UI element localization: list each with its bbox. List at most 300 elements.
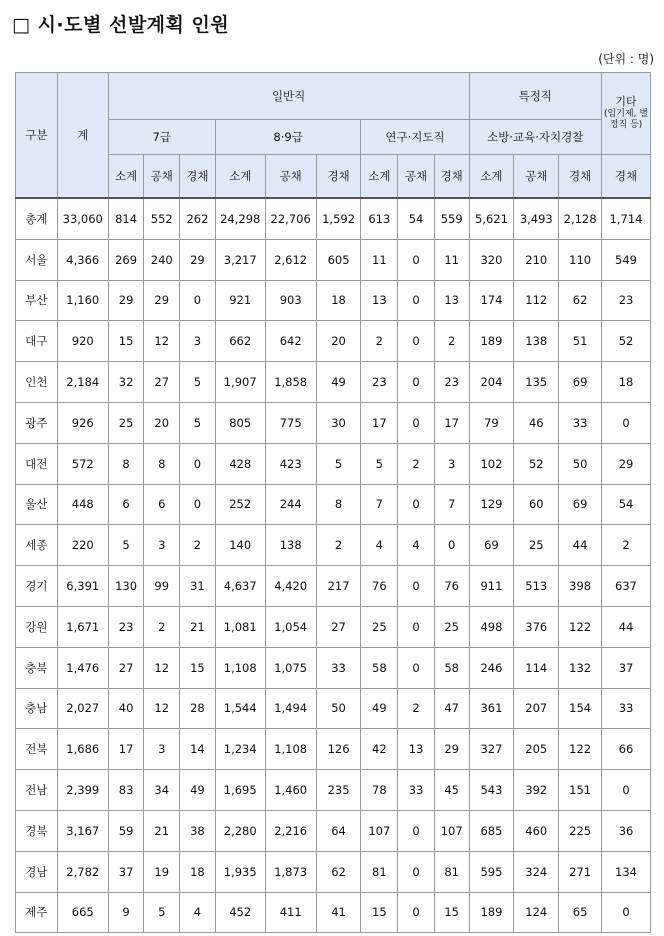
cell-g7-car: 29 (180, 239, 216, 280)
cell-r-sub: 49 (361, 688, 398, 729)
cell-g7-open: 27 (144, 362, 180, 403)
cell-total: 33,060 (57, 198, 108, 239)
cell-s-open: 324 (514, 851, 559, 892)
table-row (16, 484, 651, 525)
cell-r-open: 0 (398, 892, 435, 933)
cell-g89-open: 4,420 (265, 566, 316, 607)
cell-s-car: 132 (559, 647, 602, 688)
cell-s-open: 460 (514, 810, 559, 851)
cell-g7-open: 2 (144, 606, 180, 647)
cell-g7-sub: 8 (108, 443, 144, 484)
cell-g89-car: 64 (316, 810, 361, 851)
cell-g7-open: 99 (144, 566, 180, 607)
header-subtotal: 소계 (361, 155, 398, 199)
header-etc-note: (임기제, 별정직 등) (604, 109, 649, 131)
cell-s-open: 207 (514, 688, 559, 729)
cell-s-open: 210 (514, 239, 559, 280)
cell-r-car: 17 (434, 402, 469, 443)
cell-total: 220 (57, 525, 108, 566)
cell-etc: 18 (602, 362, 651, 403)
cell-s-car: 398 (559, 566, 602, 607)
row-region: 전북 (16, 729, 58, 770)
cell-r-sub: 58 (361, 647, 398, 688)
cell-g7-sub: 37 (108, 851, 144, 892)
cell-g89-sub: 452 (215, 892, 265, 933)
cell-s-sub: 189 (469, 321, 514, 362)
table-row (16, 402, 651, 443)
cell-s-car: 2,128 (559, 198, 602, 239)
cell-r-open: 0 (398, 606, 435, 647)
cell-g7-sub: 27 (108, 647, 144, 688)
table-row (16, 892, 651, 933)
cell-r-sub: 17 (361, 402, 398, 443)
cell-r-car: 29 (434, 729, 469, 770)
cell-g89-car: 235 (316, 770, 361, 811)
cell-r-sub: 42 (361, 729, 398, 770)
cell-g89-sub: 3,217 (215, 239, 265, 280)
cell-total: 2,027 (57, 688, 108, 729)
cell-r-car: 3 (434, 443, 469, 484)
header-fire: 소방·교육·자치경찰 (469, 120, 602, 155)
cell-s-car: 44 (559, 525, 602, 566)
row-region: 대구 (16, 321, 58, 362)
cell-g7-sub: 17 (108, 729, 144, 770)
cell-g89-car: 30 (316, 402, 361, 443)
table-row (16, 443, 651, 484)
cell-r-car: 11 (434, 239, 469, 280)
cell-s-car: 154 (559, 688, 602, 729)
row-region: 총계 (16, 198, 58, 239)
cell-r-sub: 11 (361, 239, 398, 280)
cell-s-car: 51 (559, 321, 602, 362)
cell-r-open: 13 (398, 729, 435, 770)
cell-s-sub: 102 (469, 443, 514, 484)
cell-g7-open: 12 (144, 647, 180, 688)
cell-r-open: 0 (398, 647, 435, 688)
cell-g7-sub: 5 (108, 525, 144, 566)
cell-g7-open: 12 (144, 688, 180, 729)
cell-r-car: 47 (434, 688, 469, 729)
table-row (16, 362, 651, 403)
table-row (16, 810, 651, 851)
cell-s-car: 69 (559, 484, 602, 525)
cell-g89-sub: 1,544 (215, 688, 265, 729)
row-region: 경기 (16, 566, 58, 607)
cell-g89-sub: 4,637 (215, 566, 265, 607)
cell-s-car: 271 (559, 851, 602, 892)
cell-g7-sub: 269 (108, 239, 144, 280)
cell-g7-sub: 25 (108, 402, 144, 443)
cell-g7-sub: 59 (108, 810, 144, 851)
cell-g7-open: 20 (144, 402, 180, 443)
cell-r-open: 54 (398, 198, 435, 239)
cell-r-car: 13 (434, 280, 469, 321)
cell-g7-open: 19 (144, 851, 180, 892)
cell-s-car: 33 (559, 402, 602, 443)
cell-g89-open: 2,216 (265, 810, 316, 851)
header-subtotal: 소계 (469, 155, 514, 199)
cell-s-car: 62 (559, 280, 602, 321)
cell-etc: 549 (602, 239, 651, 280)
cell-g7-sub: 130 (108, 566, 144, 607)
cell-g89-car: 33 (316, 647, 361, 688)
cell-r-open: 0 (398, 810, 435, 851)
cell-total: 1,476 (57, 647, 108, 688)
cell-s-sub: 246 (469, 647, 514, 688)
cell-g7-sub: 40 (108, 688, 144, 729)
cell-s-sub: 5,621 (469, 198, 514, 239)
cell-s-open: 60 (514, 484, 559, 525)
cell-r-open: 0 (398, 321, 435, 362)
cell-total: 2,184 (57, 362, 108, 403)
cell-total: 1,671 (57, 606, 108, 647)
header-general: 일반직 (108, 73, 469, 120)
row-region: 충북 (16, 647, 58, 688)
cell-s-open: 124 (514, 892, 559, 933)
cell-g7-car: 5 (180, 362, 216, 403)
cell-total: 926 (57, 402, 108, 443)
cell-g89-car: 50 (316, 688, 361, 729)
cell-g89-open: 1,108 (265, 729, 316, 770)
row-region: 서울 (16, 239, 58, 280)
header-etc-label: 기타 (615, 95, 637, 109)
cell-r-open: 0 (398, 851, 435, 892)
header-subtotal: 소계 (108, 155, 144, 199)
cell-total: 6,391 (57, 566, 108, 607)
row-region: 제주 (16, 892, 58, 933)
cell-g89-open: 22,706 (265, 198, 316, 239)
cell-r-sub: 76 (361, 566, 398, 607)
cell-etc: 33 (602, 688, 651, 729)
cell-r-open: 2 (398, 688, 435, 729)
cell-g7-sub: 6 (108, 484, 144, 525)
cell-g89-sub: 428 (215, 443, 265, 484)
cell-g89-car: 49 (316, 362, 361, 403)
table-row (16, 647, 651, 688)
cell-s-open: 114 (514, 647, 559, 688)
cell-total: 1,686 (57, 729, 108, 770)
cell-s-open: 3,493 (514, 198, 559, 239)
cell-g89-sub: 2,280 (215, 810, 265, 851)
cell-etc: 52 (602, 321, 651, 362)
cell-s-sub: 320 (469, 239, 514, 280)
row-region: 대전 (16, 443, 58, 484)
cell-g89-sub: 805 (215, 402, 265, 443)
cell-s-open: 376 (514, 606, 559, 647)
cell-g89-car: 605 (316, 239, 361, 280)
header-special: 특정직 (469, 73, 602, 120)
unit-label: (단위 : 명) (598, 52, 654, 66)
cell-s-car: 151 (559, 770, 602, 811)
cell-r-sub: 2 (361, 321, 398, 362)
cell-g89-sub: 662 (215, 321, 265, 362)
table-row (16, 321, 651, 362)
header-subtotal: 소계 (215, 155, 265, 199)
cell-g89-open: 903 (265, 280, 316, 321)
cell-g7-car: 3 (180, 321, 216, 362)
cell-etc: 23 (602, 280, 651, 321)
cell-total: 448 (57, 484, 108, 525)
cell-g7-sub: 32 (108, 362, 144, 403)
cell-g7-car: 2 (180, 525, 216, 566)
cell-r-car: 25 (434, 606, 469, 647)
header-total: 계 (57, 73, 108, 199)
cell-g7-open: 8 (144, 443, 180, 484)
cell-g89-open: 1,054 (265, 606, 316, 647)
cell-g89-sub: 24,298 (215, 198, 265, 239)
table-row (16, 525, 651, 566)
cell-g7-car: 0 (180, 443, 216, 484)
cell-r-car: 23 (434, 362, 469, 403)
cell-g89-car: 5 (316, 443, 361, 484)
cell-r-sub: 81 (361, 851, 398, 892)
cell-g7-car: 0 (180, 484, 216, 525)
cell-r-open: 0 (398, 239, 435, 280)
cell-g7-sub: 29 (108, 280, 144, 321)
cell-s-sub: 361 (469, 688, 514, 729)
cell-total: 1,160 (57, 280, 108, 321)
page-title: □ 시·도별 선발계획 인원 (12, 14, 230, 36)
header-open: 공채 (265, 155, 316, 199)
cell-r-sub: 25 (361, 606, 398, 647)
cell-etc: 37 (602, 647, 651, 688)
cell-g89-open: 1,075 (265, 647, 316, 688)
cell-g7-open: 240 (144, 239, 180, 280)
cell-g7-sub: 9 (108, 892, 144, 933)
cell-g7-open: 34 (144, 770, 180, 811)
cell-s-car: 65 (559, 892, 602, 933)
table-row (16, 851, 651, 892)
cell-g89-car: 2 (316, 525, 361, 566)
cell-g89-car: 41 (316, 892, 361, 933)
row-region: 부산 (16, 280, 58, 321)
cell-s-sub: 174 (469, 280, 514, 321)
table-row (16, 606, 651, 647)
cell-s-sub: 595 (469, 851, 514, 892)
cell-s-car: 69 (559, 362, 602, 403)
cell-s-sub: 189 (469, 892, 514, 933)
cell-g89-sub: 1,935 (215, 851, 265, 892)
cell-g7-sub: 15 (108, 321, 144, 362)
cell-g7-open: 3 (144, 525, 180, 566)
cell-r-car: 76 (434, 566, 469, 607)
cell-s-car: 122 (559, 606, 602, 647)
cell-s-open: 138 (514, 321, 559, 362)
cell-total: 4,366 (57, 239, 108, 280)
cell-g7-car: 38 (180, 810, 216, 851)
cell-g7-sub: 814 (108, 198, 144, 239)
cell-g7-open: 29 (144, 280, 180, 321)
header-open: 공채 (144, 155, 180, 199)
cell-g7-car: 31 (180, 566, 216, 607)
table-row (16, 239, 651, 280)
cell-g89-sub: 921 (215, 280, 265, 321)
cell-g89-open: 1,494 (265, 688, 316, 729)
cell-etc: 134 (602, 851, 651, 892)
cell-g89-sub: 1,695 (215, 770, 265, 811)
cell-g7-open: 3 (144, 729, 180, 770)
cell-r-car: 15 (434, 892, 469, 933)
table-row (16, 566, 651, 607)
cell-r-open: 4 (398, 525, 435, 566)
cell-r-car: 7 (434, 484, 469, 525)
cell-s-car: 50 (559, 443, 602, 484)
cell-r-sub: 13 (361, 280, 398, 321)
cell-r-car: 2 (434, 321, 469, 362)
header-career: 경채 (602, 155, 651, 199)
cell-g89-car: 126 (316, 729, 361, 770)
cell-g7-car: 18 (180, 851, 216, 892)
row-region: 인천 (16, 362, 58, 403)
recruitment-table (15, 72, 651, 933)
cell-etc: 637 (602, 566, 651, 607)
cell-total: 572 (57, 443, 108, 484)
cell-s-sub: 911 (469, 566, 514, 607)
cell-s-open: 46 (514, 402, 559, 443)
cell-g89-car: 27 (316, 606, 361, 647)
cell-g89-sub: 140 (215, 525, 265, 566)
header-region: 구분 (16, 73, 58, 199)
cell-r-car: 45 (434, 770, 469, 811)
cell-total: 3,167 (57, 810, 108, 851)
cell-r-open: 33 (398, 770, 435, 811)
cell-g89-sub: 1,081 (215, 606, 265, 647)
cell-g7-car: 0 (180, 280, 216, 321)
cell-etc: 29 (602, 443, 651, 484)
cell-r-car: 81 (434, 851, 469, 892)
cell-g7-car: 15 (180, 647, 216, 688)
cell-r-sub: 613 (361, 198, 398, 239)
cell-g7-sub: 23 (108, 606, 144, 647)
cell-r-open: 0 (398, 566, 435, 607)
cell-s-open: 513 (514, 566, 559, 607)
cell-s-sub: 685 (469, 810, 514, 851)
cell-etc: 66 (602, 729, 651, 770)
cell-s-open: 135 (514, 362, 559, 403)
header-etc (602, 73, 651, 155)
cell-etc: 44 (602, 606, 651, 647)
header-career: 경채 (180, 155, 216, 199)
cell-r-sub: 4 (361, 525, 398, 566)
table-row (16, 280, 651, 321)
row-region: 광주 (16, 402, 58, 443)
cell-g7-car: 14 (180, 729, 216, 770)
cell-r-sub: 107 (361, 810, 398, 851)
cell-g89-open: 2,612 (265, 239, 316, 280)
cell-r-car: 559 (434, 198, 469, 239)
cell-g89-sub: 1,108 (215, 647, 265, 688)
cell-g7-open: 21 (144, 810, 180, 851)
cell-r-sub: 15 (361, 892, 398, 933)
cell-g89-car: 20 (316, 321, 361, 362)
cell-g89-car: 18 (316, 280, 361, 321)
cell-r-open: 0 (398, 484, 435, 525)
cell-s-open: 112 (514, 280, 559, 321)
cell-g7-car: 4 (180, 892, 216, 933)
cell-etc: 0 (602, 402, 651, 443)
cell-g7-open: 5 (144, 892, 180, 933)
cell-etc: 0 (602, 892, 651, 933)
cell-g89-sub: 1,234 (215, 729, 265, 770)
table-row (16, 688, 651, 729)
header-research: 연구·지도직 (361, 120, 469, 155)
cell-g89-open: 1,460 (265, 770, 316, 811)
cell-etc: 54 (602, 484, 651, 525)
cell-g7-car: 21 (180, 606, 216, 647)
cell-r-open: 0 (398, 280, 435, 321)
cell-r-sub: 7 (361, 484, 398, 525)
cell-g7-car: 49 (180, 770, 216, 811)
cell-s-car: 110 (559, 239, 602, 280)
cell-r-sub: 5 (361, 443, 398, 484)
cell-r-open: 0 (398, 402, 435, 443)
header-career: 경채 (434, 155, 469, 199)
cell-s-car: 122 (559, 729, 602, 770)
cell-r-car: 107 (434, 810, 469, 851)
cell-s-open: 52 (514, 443, 559, 484)
cell-s-car: 225 (559, 810, 602, 851)
cell-g89-sub: 252 (215, 484, 265, 525)
cell-s-open: 392 (514, 770, 559, 811)
cell-r-open: 2 (398, 443, 435, 484)
cell-s-sub: 543 (469, 770, 514, 811)
cell-s-open: 205 (514, 729, 559, 770)
cell-r-car: 58 (434, 647, 469, 688)
row-region: 강원 (16, 606, 58, 647)
header-grade89: 8·9급 (215, 120, 361, 155)
cell-s-open: 25 (514, 525, 559, 566)
cell-s-sub: 204 (469, 362, 514, 403)
cell-r-sub: 78 (361, 770, 398, 811)
row-region: 전남 (16, 770, 58, 811)
cell-g7-car: 262 (180, 198, 216, 239)
cell-s-sub: 498 (469, 606, 514, 647)
row-region: 경북 (16, 810, 58, 851)
cell-r-open: 0 (398, 362, 435, 403)
cell-s-sub: 69 (469, 525, 514, 566)
cell-total: 2,399 (57, 770, 108, 811)
cell-etc: 36 (602, 810, 651, 851)
cell-g89-open: 1,873 (265, 851, 316, 892)
cell-g7-open: 552 (144, 198, 180, 239)
cell-s-sub: 327 (469, 729, 514, 770)
table-row (16, 729, 651, 770)
cell-total: 920 (57, 321, 108, 362)
table-row (16, 198, 651, 239)
header-open: 공채 (514, 155, 559, 199)
cell-g89-car: 62 (316, 851, 361, 892)
header-career: 경채 (559, 155, 602, 199)
cell-s-sub: 129 (469, 484, 514, 525)
header-open: 공채 (398, 155, 435, 199)
cell-r-car: 0 (434, 525, 469, 566)
cell-s-sub: 79 (469, 402, 514, 443)
table-body (16, 198, 651, 933)
cell-g7-sub: 83 (108, 770, 144, 811)
cell-g89-open: 1,858 (265, 362, 316, 403)
row-region: 울산 (16, 484, 58, 525)
cell-g89-open: 775 (265, 402, 316, 443)
cell-g7-car: 5 (180, 402, 216, 443)
cell-r-sub: 23 (361, 362, 398, 403)
cell-etc: 2 (602, 525, 651, 566)
cell-g89-open: 138 (265, 525, 316, 566)
row-region: 충남 (16, 688, 58, 729)
cell-g89-car: 1,592 (316, 198, 361, 239)
cell-g7-open: 12 (144, 321, 180, 362)
cell-g89-open: 642 (265, 321, 316, 362)
cell-g7-open: 6 (144, 484, 180, 525)
